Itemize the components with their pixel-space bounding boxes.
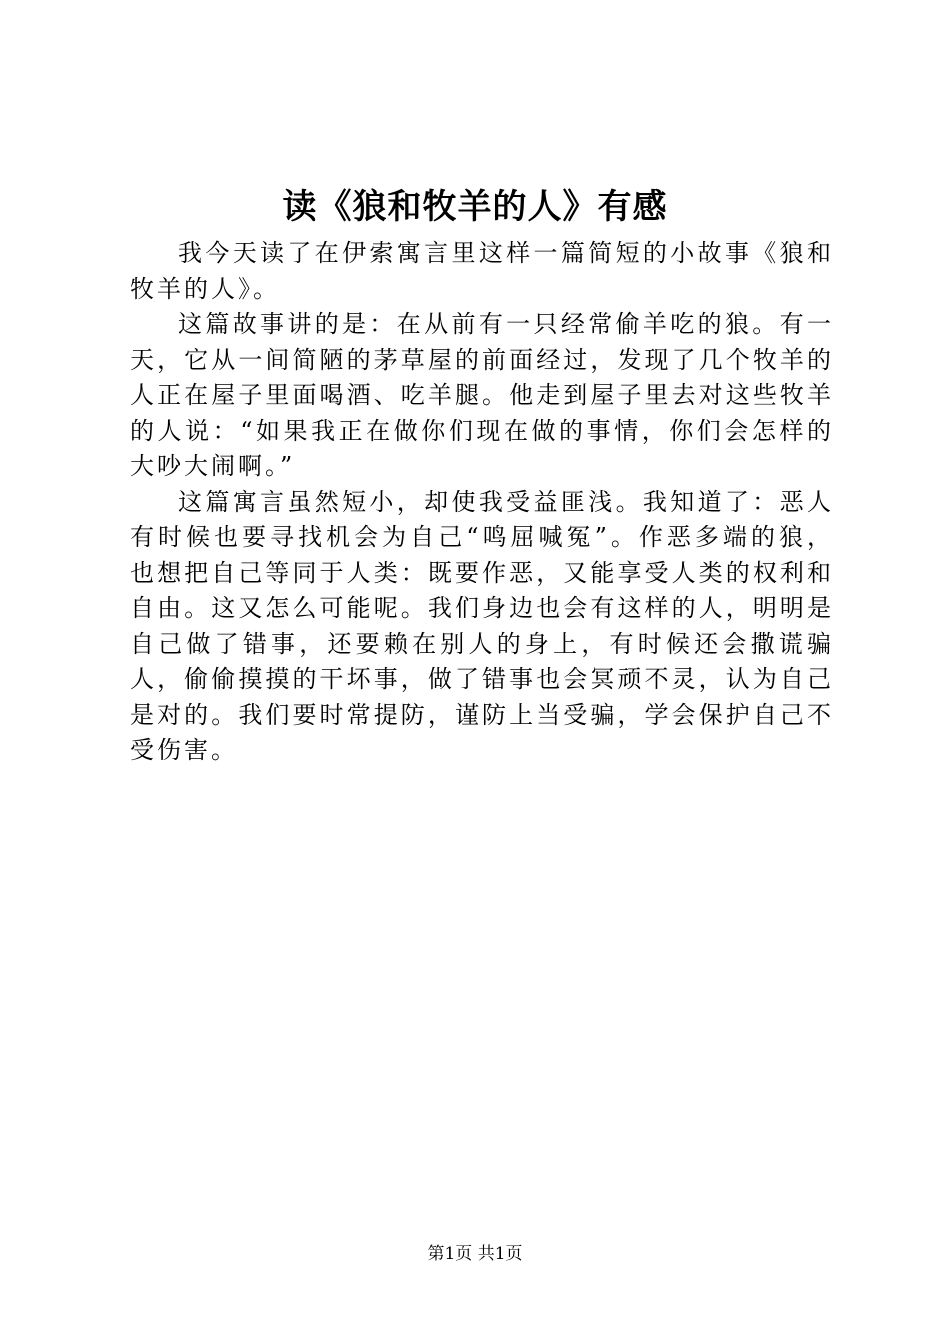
paragraph-intro: 我今天读了在伊索寓言里这样一篇简短的小故事《狼和牧羊的人》。 — [130, 239, 834, 303]
paragraph-story: 这篇故事讲的是：在从前有一只经常偷羊吃的狼。有一天，它从一间简陋的茅草屋的前面经过，发现了几个牧羊的人正在屋子里面喝酒、吃羊腿。他走到屋子里去对这些牧羊的人说：“如果我正在做你们现在做的事情，你们会怎样的大吵大闹啊。” — [130, 310, 834, 480]
document-body — [130, 236, 834, 769]
page-footer: 第1页 共1页 — [427, 1244, 523, 1264]
paragraph-reflection: 这篇寓言虽然短小，却使我受益匪浅。我知道了：恶人有时候也要寻找机会为自己“鸣屈喊冤”。作恶多端的狼，也想把自己等同于人类：既要作恶，又能享受人类的权利和自由。这又怎么可能呢。我们身边也会有这样的人，明明是自己做了错事，还要赖在别人的身上，有时候还会撒谎骗人，偷偷摸摸的干坏事，做了错事也会冥顽不灵，认为自己是对的。我们要时常提防，谨防上当受骗，学会保护自己不受伤害。 — [130, 487, 834, 764]
document-title: 读《狼和牧羊的人》有感 — [282, 187, 668, 227]
